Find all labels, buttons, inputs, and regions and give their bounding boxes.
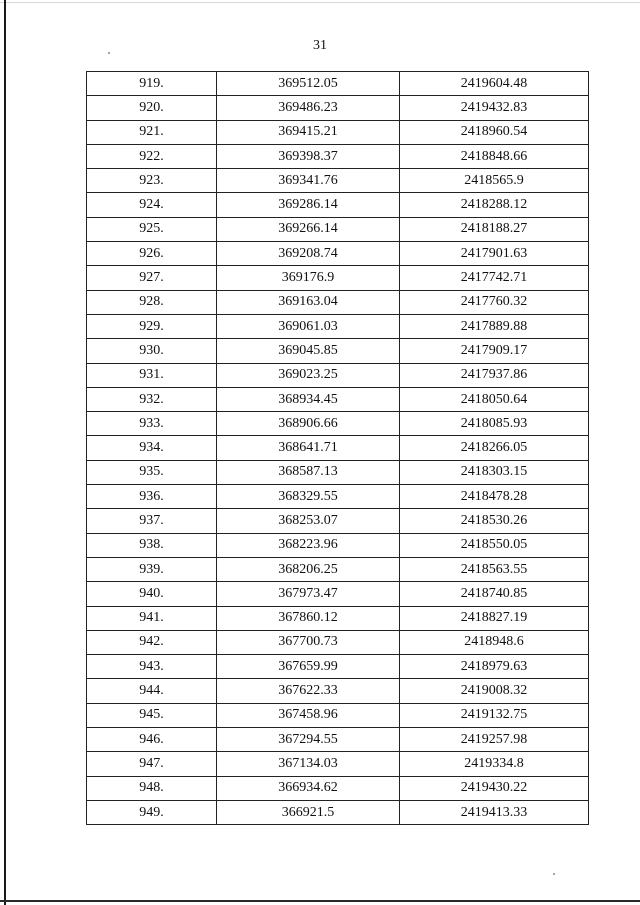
y-coordinate-cell: 2419430.22	[400, 776, 589, 800]
point-number-cell: 919.	[87, 72, 217, 96]
point-number-cell: 937.	[87, 509, 217, 533]
table-row	[87, 460, 589, 484]
y-coordinate-cell: 2418740.85	[400, 582, 589, 606]
y-coordinate-cell: 2418188.27	[400, 217, 589, 241]
y-coordinate-cell: 2419413.33	[400, 800, 589, 824]
table-row	[87, 728, 589, 752]
y-coordinate-cell: 2419334.8	[400, 752, 589, 776]
table-row	[87, 217, 589, 241]
y-coordinate-cell: 2419604.48	[400, 72, 589, 96]
table-row	[87, 557, 589, 581]
y-coordinate-cell: 2418050.64	[400, 387, 589, 411]
y-coordinate-cell: 2419132.75	[400, 703, 589, 727]
y-coordinate-cell: 2417742.71	[400, 266, 589, 290]
y-coordinate-cell: 2419008.32	[400, 679, 589, 703]
y-coordinate-cell: 2419257.98	[400, 728, 589, 752]
point-number-cell: 936.	[87, 485, 217, 509]
point-number-cell: 933.	[87, 412, 217, 436]
table-row	[87, 339, 589, 363]
point-number-cell: 924.	[87, 193, 217, 217]
point-number-cell: 948.	[87, 776, 217, 800]
y-coordinate-cell: 2417909.17	[400, 339, 589, 363]
table-row	[87, 363, 589, 387]
table-row	[87, 96, 589, 120]
table-row	[87, 655, 589, 679]
y-coordinate-cell: 2418530.26	[400, 509, 589, 533]
x-coordinate-cell: 369486.23	[217, 96, 400, 120]
point-number-cell: 922.	[87, 144, 217, 168]
y-coordinate-cell: 2418979.63	[400, 655, 589, 679]
page-number: 31	[313, 38, 327, 53]
table-row	[87, 752, 589, 776]
table-row	[87, 606, 589, 630]
x-coordinate-cell: 369163.04	[217, 290, 400, 314]
y-coordinate-cell: 2418960.54	[400, 120, 589, 144]
y-coordinate-cell: 2418085.93	[400, 412, 589, 436]
point-number-cell: 949.	[87, 800, 217, 824]
y-coordinate-cell: 2417889.88	[400, 314, 589, 338]
x-coordinate-cell: 367622.33	[217, 679, 400, 703]
table-row	[87, 242, 589, 266]
x-coordinate-cell: 367458.96	[217, 703, 400, 727]
y-coordinate-cell: 2418565.9	[400, 169, 589, 193]
point-number-cell: 929.	[87, 314, 217, 338]
point-number-cell: 932.	[87, 387, 217, 411]
x-coordinate-cell: 369341.76	[217, 169, 400, 193]
point-number-cell: 944.	[87, 679, 217, 703]
table-row	[87, 72, 589, 96]
table-row	[87, 582, 589, 606]
x-coordinate-cell: 369208.74	[217, 242, 400, 266]
point-number-cell: 942.	[87, 630, 217, 654]
y-coordinate-cell: 2418563.55	[400, 557, 589, 581]
x-coordinate-cell: 366921.5	[217, 800, 400, 824]
point-number-cell: 941.	[87, 606, 217, 630]
x-coordinate-cell: 368206.25	[217, 557, 400, 581]
x-coordinate-cell: 369023.25	[217, 363, 400, 387]
scan-edge-top	[0, 2, 640, 3]
x-coordinate-cell: 367973.47	[217, 582, 400, 606]
y-coordinate-cell: 2418848.66	[400, 144, 589, 168]
x-coordinate-cell: 368587.13	[217, 460, 400, 484]
x-coordinate-cell: 367294.55	[217, 728, 400, 752]
table-row	[87, 290, 589, 314]
x-coordinate-cell: 366934.62	[217, 776, 400, 800]
point-number-cell: 946.	[87, 728, 217, 752]
point-number-cell: 928.	[87, 290, 217, 314]
point-number-cell: 931.	[87, 363, 217, 387]
table-row	[87, 169, 589, 193]
table-row	[87, 120, 589, 144]
point-number-cell: 930.	[87, 339, 217, 363]
table-row	[87, 703, 589, 727]
x-coordinate-cell: 369286.14	[217, 193, 400, 217]
table-row	[87, 193, 589, 217]
table-row	[87, 387, 589, 411]
x-coordinate-cell: 369176.9	[217, 266, 400, 290]
x-coordinate-cell: 368329.55	[217, 485, 400, 509]
x-coordinate-cell: 369398.37	[217, 144, 400, 168]
y-coordinate-cell: 2418288.12	[400, 193, 589, 217]
coordinates-table	[86, 71, 589, 825]
table-row	[87, 776, 589, 800]
x-coordinate-cell: 368906.66	[217, 412, 400, 436]
y-coordinate-cell: 2418478.28	[400, 485, 589, 509]
y-coordinate-cell: 2418266.05	[400, 436, 589, 460]
scan-speck	[553, 873, 555, 875]
x-coordinate-cell: 368934.45	[217, 387, 400, 411]
x-coordinate-cell: 369415.21	[217, 120, 400, 144]
x-coordinate-cell: 367860.12	[217, 606, 400, 630]
x-coordinate-cell: 369512.05	[217, 72, 400, 96]
table-row	[87, 144, 589, 168]
x-coordinate-cell: 368223.96	[217, 533, 400, 557]
table-row	[87, 436, 589, 460]
point-number-cell: 921.	[87, 120, 217, 144]
y-coordinate-cell: 2417760.32	[400, 290, 589, 314]
y-coordinate-cell: 2417901.63	[400, 242, 589, 266]
point-number-cell: 923.	[87, 169, 217, 193]
point-number-cell: 925.	[87, 217, 217, 241]
table-row	[87, 266, 589, 290]
y-coordinate-cell: 2418827.19	[400, 606, 589, 630]
point-number-cell: 940.	[87, 582, 217, 606]
x-coordinate-cell: 367659.99	[217, 655, 400, 679]
point-number-cell: 943.	[87, 655, 217, 679]
point-number-cell: 934.	[87, 436, 217, 460]
x-coordinate-cell: 367700.73	[217, 630, 400, 654]
table-row	[87, 314, 589, 338]
y-coordinate-cell: 2417937.86	[400, 363, 589, 387]
point-number-cell: 938.	[87, 533, 217, 557]
x-coordinate-cell: 369061.03	[217, 314, 400, 338]
x-coordinate-cell: 367134.03	[217, 752, 400, 776]
point-number-cell: 926.	[87, 242, 217, 266]
table-row	[87, 679, 589, 703]
table-row	[87, 485, 589, 509]
point-number-cell: 935.	[87, 460, 217, 484]
table-row	[87, 800, 589, 824]
point-number-cell: 945.	[87, 703, 217, 727]
table-row	[87, 509, 589, 533]
scan-edge-left	[4, 0, 6, 905]
point-number-cell: 927.	[87, 266, 217, 290]
y-coordinate-cell: 2419432.83	[400, 96, 589, 120]
point-number-cell: 939.	[87, 557, 217, 581]
table-row	[87, 533, 589, 557]
y-coordinate-cell: 2418948.6	[400, 630, 589, 654]
x-coordinate-cell: 369266.14	[217, 217, 400, 241]
x-coordinate-cell: 368253.07	[217, 509, 400, 533]
x-coordinate-cell: 369045.85	[217, 339, 400, 363]
point-number-cell: 920.	[87, 96, 217, 120]
scan-edge-bottom	[0, 900, 640, 902]
table-body	[87, 72, 589, 825]
point-number-cell: 947.	[87, 752, 217, 776]
y-coordinate-cell: 2418303.15	[400, 460, 589, 484]
table-row	[87, 630, 589, 654]
y-coordinate-cell: 2418550.05	[400, 533, 589, 557]
table-row	[87, 412, 589, 436]
x-coordinate-cell: 368641.71	[217, 436, 400, 460]
